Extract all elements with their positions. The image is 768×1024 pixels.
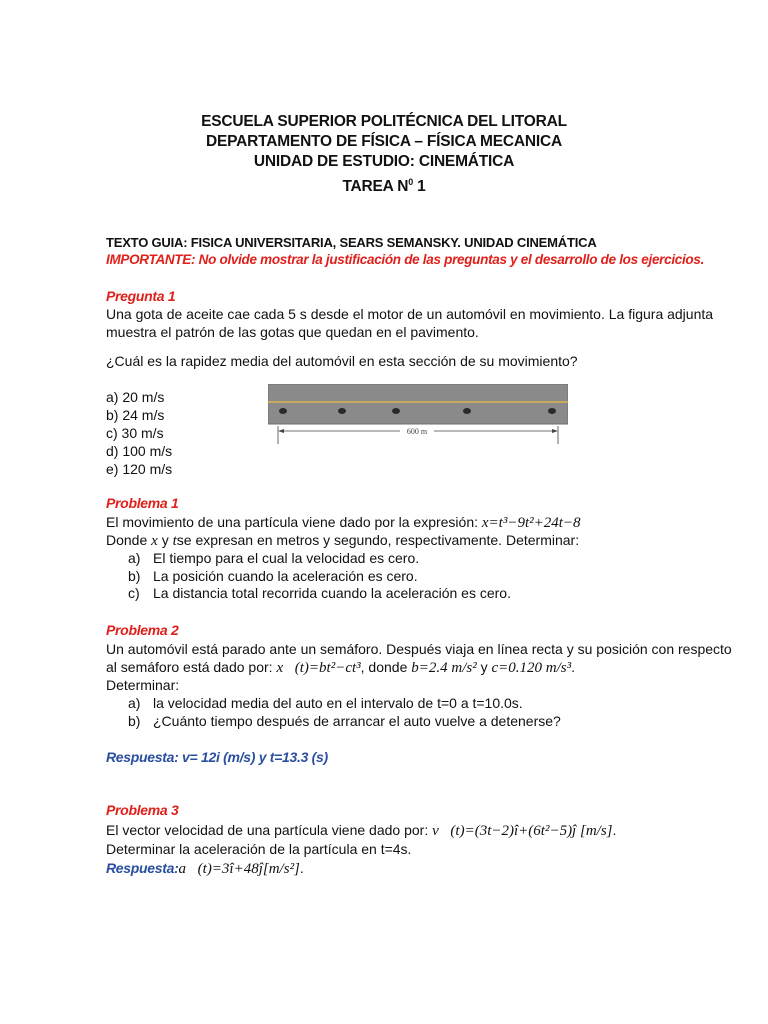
document-header bbox=[0, 112, 768, 197]
option-d: d) 100 m/s bbox=[106, 443, 173, 459]
guide-text: TEXTO GUIA: FISICA UNIVERSITARIA, SEARS SEMANSKY. UNIDAD CINEMÁTICA bbox=[106, 235, 597, 250]
option-e: e) 120 m/s bbox=[106, 461, 173, 477]
oil-drops-road-figure bbox=[268, 384, 568, 454]
problema2-items bbox=[128, 695, 561, 730]
oil-drop bbox=[338, 408, 346, 414]
dimension-label: 600 m bbox=[406, 427, 428, 436]
oil-drop bbox=[463, 408, 471, 414]
dimension-arrow-right bbox=[552, 429, 558, 433]
option-b: b) 24 m/s bbox=[106, 407, 165, 423]
important-note: IMPORTANTE: No olvide mostrar la justificación de las preguntas y el desarrollo de los ejercicios. bbox=[106, 252, 705, 267]
pregunta1-title: Pregunta 1 bbox=[106, 288, 176, 304]
list-item: a) El tiempo para el cual la velocidad es cero. bbox=[128, 550, 420, 566]
problema3-title: Problema 3 bbox=[106, 802, 179, 818]
oil-drop bbox=[548, 408, 556, 414]
problema1-equation: x=t³−9t²+24t−8 bbox=[481, 515, 581, 531]
problema2-title: Problema 2 bbox=[106, 622, 179, 638]
problema2-line1: Un automóvil está parado ante un semáforo. Después viaja en línea recta y su posición con respecto bbox=[106, 641, 732, 657]
dimension-arrow-left bbox=[278, 429, 284, 433]
list-item: c) La distancia total recorrida cuando la aceleración es cero. bbox=[128, 585, 511, 601]
problema1-line1: El movimiento de una partícula viene dado por la expresión: x=t³−9t²+24t−8 bbox=[106, 514, 581, 531]
header-school: ESCUELA SUPERIOR POLITÉCNICA DEL LITORAL bbox=[201, 113, 567, 130]
pregunta1-question: ¿Cuál es la rapidez media del automóvil en esta sección de su movimiento? bbox=[106, 353, 578, 369]
list-item: a) la velocidad media del auto en el intervalo de t=0 a t=10.0s. bbox=[128, 695, 523, 711]
problema2-line2: al semáforo está dado por: x⃗(t)=bt²−ct³, donde b=2.4 m/s² y c=0.120 m/s³. bbox=[106, 659, 576, 676]
list-item: b) La posición cuando la aceleración es cero. bbox=[128, 567, 418, 584]
road-surface bbox=[268, 384, 568, 424]
header-department: DEPARTAMENTO DE FÍSICA – FÍSICA MECANICA bbox=[206, 133, 562, 150]
problema1-line2: Donde x y tse expresan en metros y segundo, respectivamente. Determinar: bbox=[106, 532, 580, 549]
option-c: c) 30 m/s bbox=[106, 425, 164, 441]
header-unit: UNIDAD DE ESTUDIO: CINEMÁTICA bbox=[253, 153, 515, 170]
problema2-answer: Respuesta: v= 12i (m/s) y t=13.3 (s) bbox=[106, 749, 328, 765]
problema1-title: Problema 1 bbox=[106, 495, 179, 511]
oil-drop bbox=[279, 408, 287, 414]
pregunta1-options bbox=[106, 388, 172, 478]
pregunta1-line2: muestra el patrón de las gotas que quedan en el pavimento. bbox=[106, 324, 479, 340]
problema3-line1: El vector velocidad de una partícula viene dado por: v⃗(t)=(3t−2)î+(6t²−5)ĵ [m/s]. bbox=[106, 822, 617, 839]
problema3-line2: Determinar la aceleración de la partícula en t=4s. bbox=[106, 841, 412, 857]
option-a: a) 20 m/s bbox=[106, 389, 165, 405]
problema1-items bbox=[128, 550, 511, 603]
problema3-answer: Respuesta:a⃗(t)=3î+48ĵ[m/s²]. bbox=[106, 860, 304, 877]
pregunta1-line1: Una gota de aceite cae cada 5 s desde el motor de un automóvil en movimiento. La figura adjunta bbox=[106, 306, 714, 322]
list-item: b) ¿Cuánto tiempo después de arrancar el auto vuelve a detenerse? bbox=[128, 712, 561, 729]
header-task: TAREA $N^0$ 1 bbox=[342, 177, 426, 196]
oil-drop bbox=[392, 408, 400, 414]
problema2-line3: Determinar: bbox=[106, 677, 180, 693]
